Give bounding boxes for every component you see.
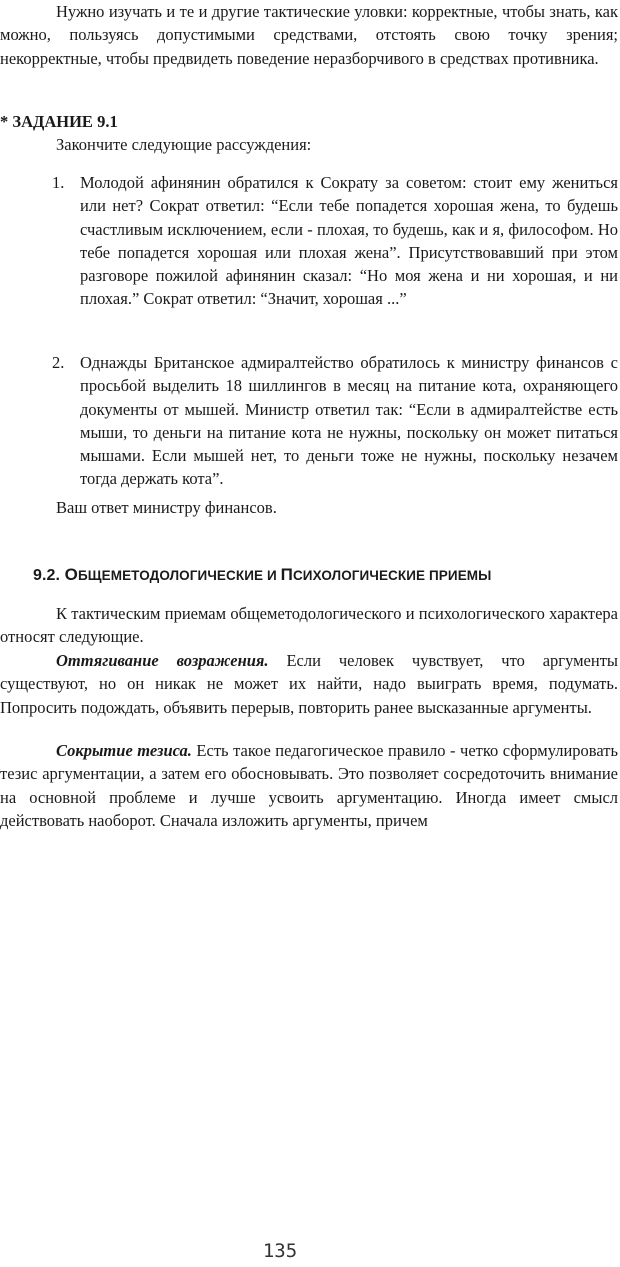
technique-paragraph-1 — [0, 649, 618, 719]
answer-prompt: Ваш ответ министру финансов. — [56, 498, 277, 517]
technique-text: Есть такое педагогическое правило - четко сформулировать тезис аргументации, а затем его обосновывать. Это позволяет сосредоточить внимание на основной проблеме и лучше усвоить аргументацию. Иногда имеет смысл действовать наоборот. Сначала изложить аргументы, причем — [0, 741, 619, 830]
page-number: 135 — [262, 1240, 298, 1262]
section-title-initial-2: П — [280, 565, 293, 584]
task-instruction: Закончите следующие рассуждения: — [56, 135, 312, 154]
task-heading: * ЗАДАНИЕ 9.1 — [0, 112, 118, 131]
intro-paragraph: Нужно изучать и те и другие тактические уловки: корректные, чтобы знать, как можно, пользуясь допустимыми средствами, отстоять свою точку зрения; некорректные, чтобы предвидеть поведение неразборчивого в средствах противника. — [0, 2, 618, 68]
task-item-2 — [52, 351, 618, 491]
section-lead-paragraph: К тактическим приемам общеметодологического и психологического характера относят следующие. — [0, 604, 618, 647]
section-title — [33, 563, 491, 587]
technique-text: Если человек чувствует, что аргументы существуют, но он никак не может их найти, надо выиграть время, подумать. Попросить подождать, объявить перерыв, повторить ранее высказанные аргументы. — [0, 651, 618, 717]
section-title-initial: О — [64, 565, 78, 584]
section-number: 9.2. — [33, 567, 61, 584]
technique-paragraph-2 — [0, 739, 618, 832]
section-title-part-1: БЩЕМЕТОДОЛОГИЧЕСКИЕ И — [77, 568, 281, 583]
section-title-part-2: СИХОЛОГИЧЕСКИЕ ПРИЕМЫ — [292, 568, 492, 583]
task-item-1 — [52, 171, 618, 311]
task-item-text: Однажды Британское адмиралтейство обратилось к министру финансов с просьбой выделить 18 шиллингов в месяц на питание кота, охраняющего документы от мышей. Министр ответил так: “Если в адмиралтействе есть мыши, то деньги на питание кота не нужны, поскольку он может питаться мышами. Если мышей нет, то деньги тоже не нужны, поскольку незачем тогда держать кота”. — [80, 353, 618, 489]
task-item-number: 2. — [52, 353, 65, 372]
technique-term: Оттягивание возражения. — [56, 651, 269, 670]
task-item-text: Молодой афинянин обратился к Сократу за советом: стоит ему жениться или нет? Сократ ответил: “Если тебе попадется хорошая жена, то будешь счастливым исключением, если - плохая, то будешь, как и я, философом. Но тебе попадется хорошая или плохая жена”. Присутствовавший при этом разговоре пожилой афинянин сказал: “Но моя жена и ни хорошая, и ни плохая.” Сократ ответил: “Значит, хорошая ...” — [80, 173, 618, 309]
technique-term: Сокрытие тезиса. — [56, 741, 192, 760]
task-item-number: 1. — [52, 173, 65, 192]
